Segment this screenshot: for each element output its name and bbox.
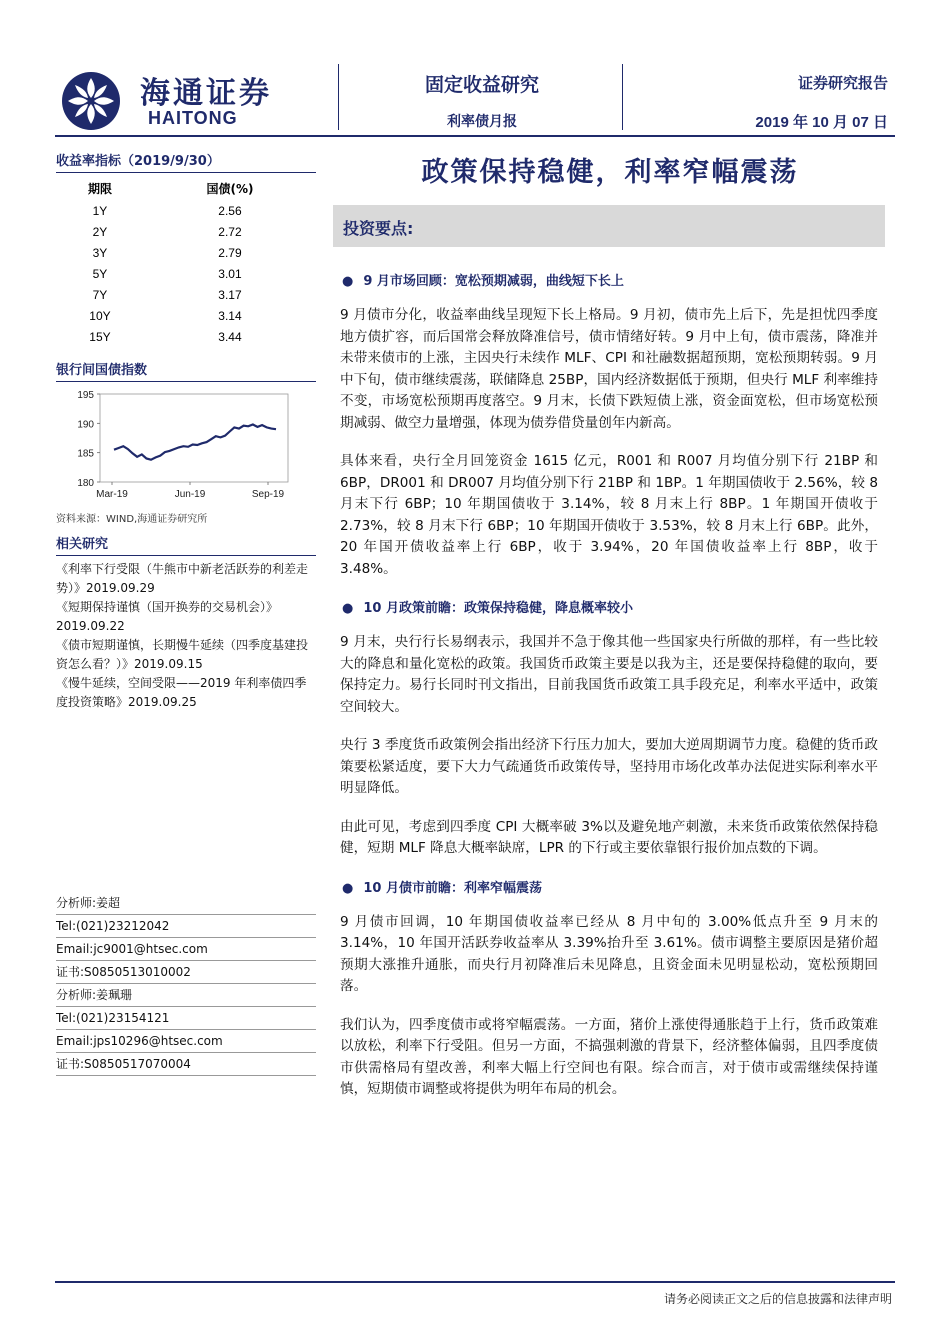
bond-index-section: [56, 359, 316, 525]
term-cell: 1Y: [92, 203, 108, 218]
bullet-icon: ●: [342, 274, 354, 289]
section-heading-text: 10 月债市前瞻：利率窄幅震荡: [363, 880, 542, 896]
haitong-logo-icon: [60, 70, 122, 132]
y-tick-label: 190: [77, 419, 94, 431]
yield-table-header: [56, 177, 316, 200]
table-row: [56, 263, 316, 284]
yield-cell: 3.01: [218, 266, 242, 281]
yield-cell: 2.79: [218, 245, 242, 260]
report-subcategory: 利率债月报: [447, 114, 517, 130]
x-tick-label: Mar-19: [96, 489, 128, 500]
yield-section-title: 收益率指标（2019/9/30）: [56, 150, 316, 173]
research-item[interactable]: 《债市短期谨慎，长期慢牛延续（四季度基建投资怎么看？）》2019.09.15: [56, 638, 309, 671]
paragraph: 具体来看，央行全月回笼资金 1615 亿元，R001 和 R007 月均值分别下行 21BP 和 6BP，DR001 和 DR007 月均值分别下行 21BP 和 1BP。1 年期国债收于 2.56%，较 8 月末下行 6BP；10 年期国债收于 3.14%，较 8 月末上行 8BP。1 年期国开债收于 2.73%，较 8 月末下行 6BP；10 年期国开债收于 3.53%，较 8 月末上行 6BP。此外，20 年国开债收益率上行 6BP，收于 3.94%，20 年国债收益率上行 8BP，收于 3.48%。: [340, 453, 878, 577]
sidebar: [56, 150, 316, 712]
report-type: 证券研究报告: [797, 74, 888, 92]
term-cell: 7Y: [92, 287, 108, 302]
research-item[interactable]: 《短期保持谨慎（国开换券的交易机会）》2019.09.22: [56, 600, 279, 633]
section-heading-text: 10 月政策前瞻：政策保持稳健，降息概率较小: [363, 601, 633, 616]
analyst-contacts: [56, 892, 316, 1076]
report-category: 固定收益研究: [424, 74, 539, 96]
paragraph: 我们认为，四季度债市或将窄幅震荡。一方面，猪价上涨使得通胀趋于上行，货币政策难以放松，利率下行受阻。但另一方面，不搞强刺激的背景下，经济整体偏弱，且四季度债市供需格局有望改善，利率大幅上行空间也有限。综合而言，对于债市或需继续保持谨慎，短期债市调整或将提供为明年布局的机会。: [340, 1016, 878, 1097]
paragraph: 由此可见，考虑到四季度 CPI 大概率破 3%以及避免地产刺激，未来货币政策依然保持稳健，短期 MLF 降息大概率缺席，LPR 的下行或主要依靠银行报价加点数的下调。: [340, 818, 878, 856]
footer-disclaimer[interactable]: 请务必阅读正文之后的信息披露和法律声明: [663, 1292, 892, 1306]
paragraph: 9 月末，央行行长易纲表示，我国并不急于像其他一些国家央行所做的那样，有一些比较大的降息和量化宽松的政策。我国货币政策主要是以我为主，还是要保持稳健的取向，要保持定力。易行长同时刊文指出，目前我国货币政策工具手段充足，利率水平适中，政策空间较大。: [340, 634, 878, 715]
bond-index-chart: [56, 386, 306, 510]
term-cell: 15Y: [89, 329, 111, 344]
analyst-name: 分析师:姜珮珊: [56, 984, 316, 1007]
table-row: [56, 242, 316, 263]
table-row: [56, 305, 316, 326]
table-row: [56, 326, 316, 347]
research-item[interactable]: 《利率下行受限（牛熊市中新老活跃券的利差走势）》2019.09.29: [56, 562, 309, 595]
term-cell: 3Y: [92, 245, 108, 260]
analyst-block: [56, 892, 316, 984]
paragraph: 9 月债市回调，10 年期国债收益率已经从 8 月中旬的 3.00%低点升至 9 月末的 3.14%，10 年国开活跃券收益率从 3.39%抬升至 3.61%。债市调整主要原因是猪价超预期大涨推升通胀，而央行月初降准后未见降息，且资金面未见明显松动，宽松预期回落。: [340, 913, 878, 994]
yield-cell: 2.72: [218, 224, 242, 239]
chart-svg: [56, 386, 306, 510]
report-body: [340, 270, 878, 1118]
paragraph: 9 月债市分化，收益率曲线呈现短下长上格局。9 月初，债市先上后下，先是担忧四季度地方债扩容，而后国常会释放降准信号，债市情绪好转。9 月中上旬，债市震荡，降准并未带来债市的上涨，主因央行未续作 MLF、CPI 和社融数据超预期，宽松预期转弱。9 月中下旬，债市继续震荡，联储降息 25BP，国内经济数据低于预期，但央行 MLF 利率维持不变，市场宽松预期再度落空。9 月末，长债下跌短债上涨，资金面宽松，但市场宽松预期减弱、做空力量增强，体现为债券借贷量创年内新高。: [340, 307, 878, 431]
table-row: [56, 284, 316, 305]
key-points-banner: [333, 205, 885, 247]
term-cell: 5Y: [92, 266, 108, 281]
x-tick-label: Sep-19: [251, 489, 285, 500]
column-header-treasury: 国债(%): [206, 182, 254, 196]
analyst-name: 分析师:姜超: [56, 892, 316, 915]
plot-area: [100, 394, 288, 482]
header-divider-left: [338, 64, 339, 130]
y-tick-label: 195: [77, 390, 94, 401]
term-cell: 2Y: [92, 224, 108, 239]
section-heading: [340, 270, 878, 289]
y-tick-label: 180: [77, 478, 94, 489]
header-rule: [55, 135, 895, 137]
related-research-title: 相关研究: [56, 533, 316, 556]
table-row: [56, 200, 316, 221]
research-item[interactable]: 《慢牛延续，空间受限——2019 年利率债四季度投资策略》2019.09.25: [56, 676, 307, 709]
header-center: [342, 70, 622, 131]
analyst-certificate: 证书:S0850517070004: [56, 1053, 316, 1076]
column-header-term: 期限: [87, 182, 112, 196]
yield-cell: 3.44: [218, 329, 242, 344]
logo: [60, 60, 300, 140]
report-date: 2019 年 10 月 07 日: [755, 114, 888, 131]
page-title: 政策保持稳健，利率窄幅震荡: [421, 157, 799, 188]
x-tick-label: Jun-19: [174, 489, 206, 500]
yield-cell: 3.17: [218, 287, 242, 302]
table-row: [56, 221, 316, 242]
term-cell: 10Y: [89, 308, 111, 323]
analyst-certificate: 证书:S0850513010002: [56, 961, 316, 984]
section-heading: [340, 597, 878, 616]
header-divider-right: [622, 64, 623, 130]
analyst-email[interactable]: Email:jc9001@htsec.com: [56, 938, 316, 961]
footer-rule: [55, 1281, 895, 1283]
analyst-tel: Tel:(021)23212042: [56, 915, 316, 938]
section-heading-text: 9 月市场回顾：宽松预期减弱，曲线短下长上: [363, 274, 624, 289]
series-line: [114, 425, 276, 460]
yield-cell: 2.56: [218, 203, 242, 218]
chart-source: 资料来源：WIND,海通证券研究所: [56, 514, 208, 525]
header-right: [755, 72, 888, 132]
analyst-tel: Tel:(021)23154121: [56, 1007, 316, 1030]
analyst-block: [56, 984, 316, 1076]
chart-title: 银行间国债指数: [56, 359, 316, 382]
section-heading: [340, 877, 878, 896]
paragraph: 央行 3 季度货币政策例会指出经济下行压力加大，要加大逆周期调节力度。稳健的货币政策要松紧适度，要下大力气疏通货币政策传导，坚持用市场化改革办法促进实际利率水平明显降低。: [340, 737, 878, 796]
bullet-icon: ●: [342, 880, 354, 896]
related-research-section: [56, 533, 316, 712]
logo-chinese-name: 海通证券: [140, 76, 272, 111]
logo-english-name: HAITONG: [148, 108, 238, 128]
yield-cell: 3.14: [218, 308, 242, 323]
y-tick-label: 185: [77, 448, 94, 460]
yield-table: [56, 177, 316, 347]
key-points-label: 投资要点:: [343, 219, 414, 238]
analyst-email[interactable]: Email:jps10296@htsec.com: [56, 1030, 316, 1053]
bullet-icon: ●: [342, 601, 354, 616]
